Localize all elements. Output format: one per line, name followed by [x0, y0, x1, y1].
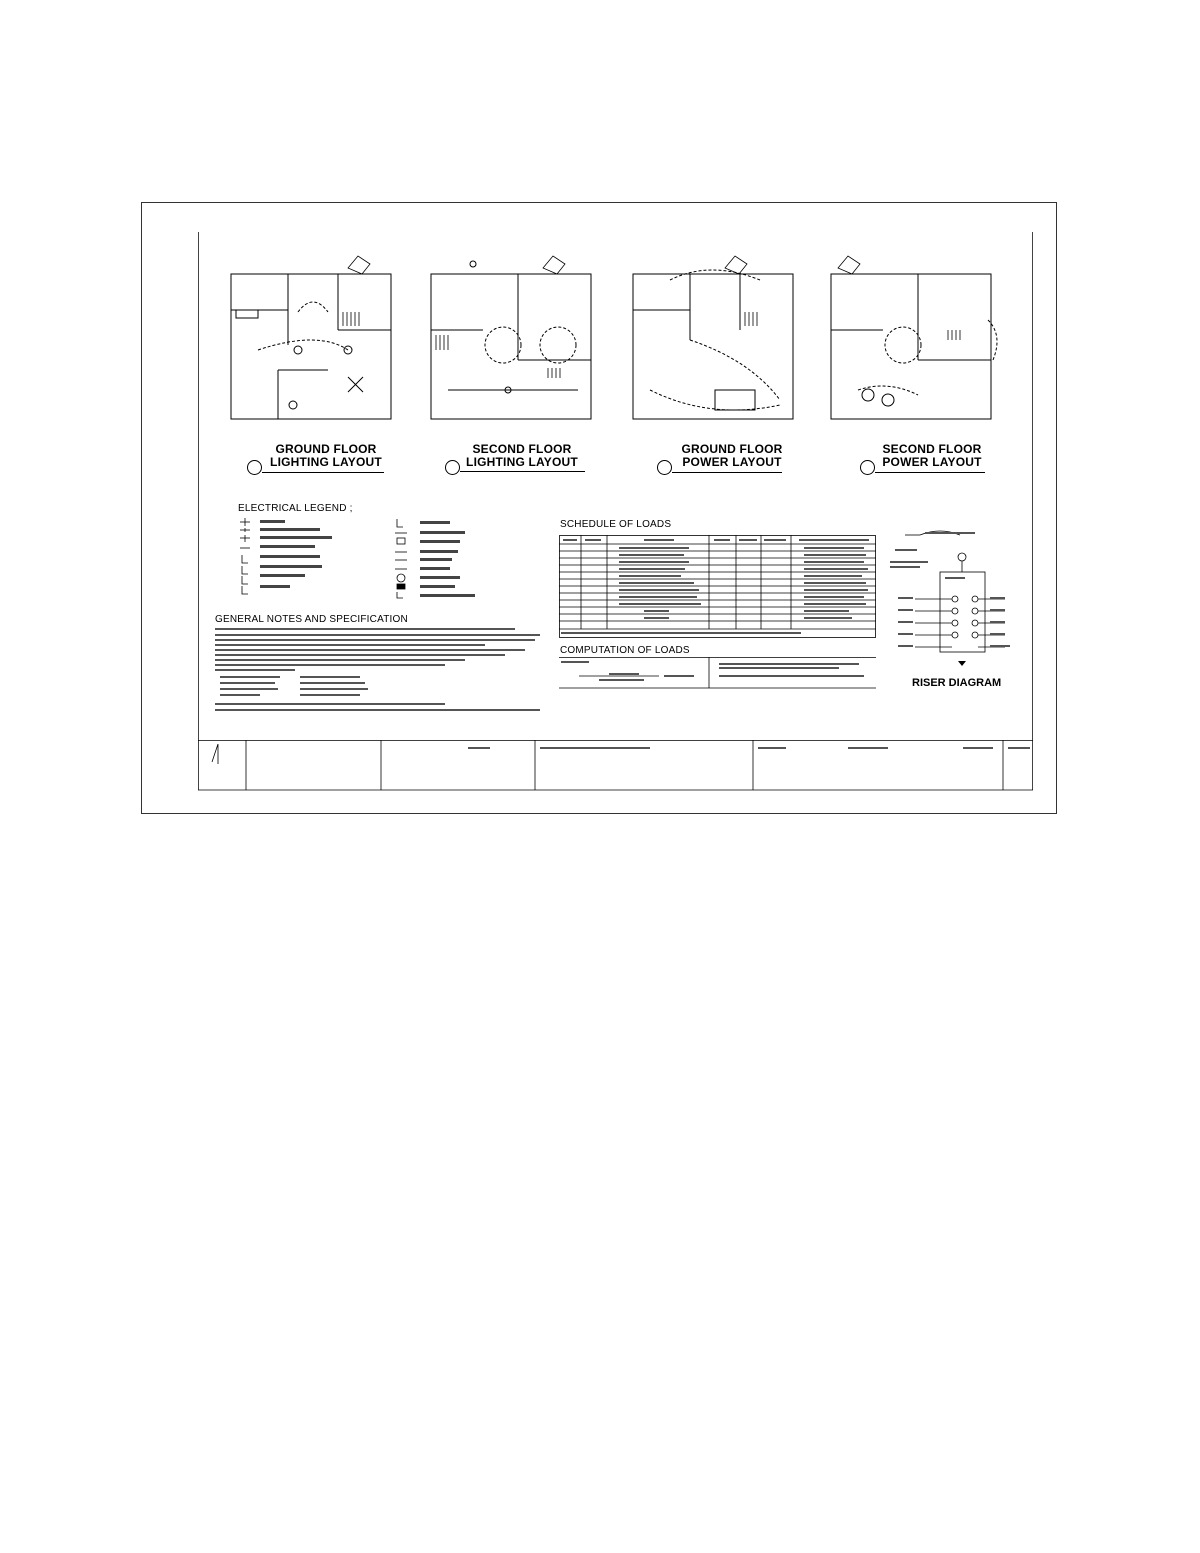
plan-title-second-power: SECOND FLOOR POWER LAYOUT: [882, 442, 982, 469]
floor-plan-ground-power: [630, 250, 795, 425]
schedule-table: [559, 535, 877, 639]
computation-title: COMPUTATION OF LOADS: [560, 645, 690, 656]
scale-line-1: [262, 472, 384, 473]
floor-plan-second-lighting: [428, 250, 593, 425]
scale-line-3: [672, 472, 782, 473]
floor-plan-second-power: [828, 250, 1003, 425]
riser-title: RISER DIAGRAM: [912, 677, 1002, 689]
notes-body: [215, 628, 545, 720]
floor-plan-ground-lighting: [228, 250, 393, 425]
legend-title: ELECTRICAL LEGEND ;: [238, 503, 353, 514]
title-block: [198, 740, 1034, 791]
plan-title-ground-lighting: GROUND FLOOR LIGHTING LAYOUT: [270, 442, 382, 469]
legend-symbols: [235, 518, 495, 598]
scale-marker-4: [860, 460, 875, 475]
notes-title: GENERAL NOTES AND SPECIFICATION: [215, 614, 408, 625]
computation-box: [559, 657, 877, 690]
scale-marker-3: [657, 460, 672, 475]
riser-diagram: [890, 527, 1020, 672]
schedule-title: SCHEDULE OF LOADS: [560, 519, 672, 530]
scale-line-4: [875, 472, 985, 473]
plan-title-ground-power: GROUND FLOOR POWER LAYOUT: [681, 442, 783, 469]
scale-marker-1: [247, 460, 262, 475]
plan-title-second-lighting: SECOND FLOOR LIGHTING LAYOUT: [466, 442, 578, 469]
scale-line-2: [460, 471, 585, 472]
scale-marker-2: [445, 460, 460, 475]
